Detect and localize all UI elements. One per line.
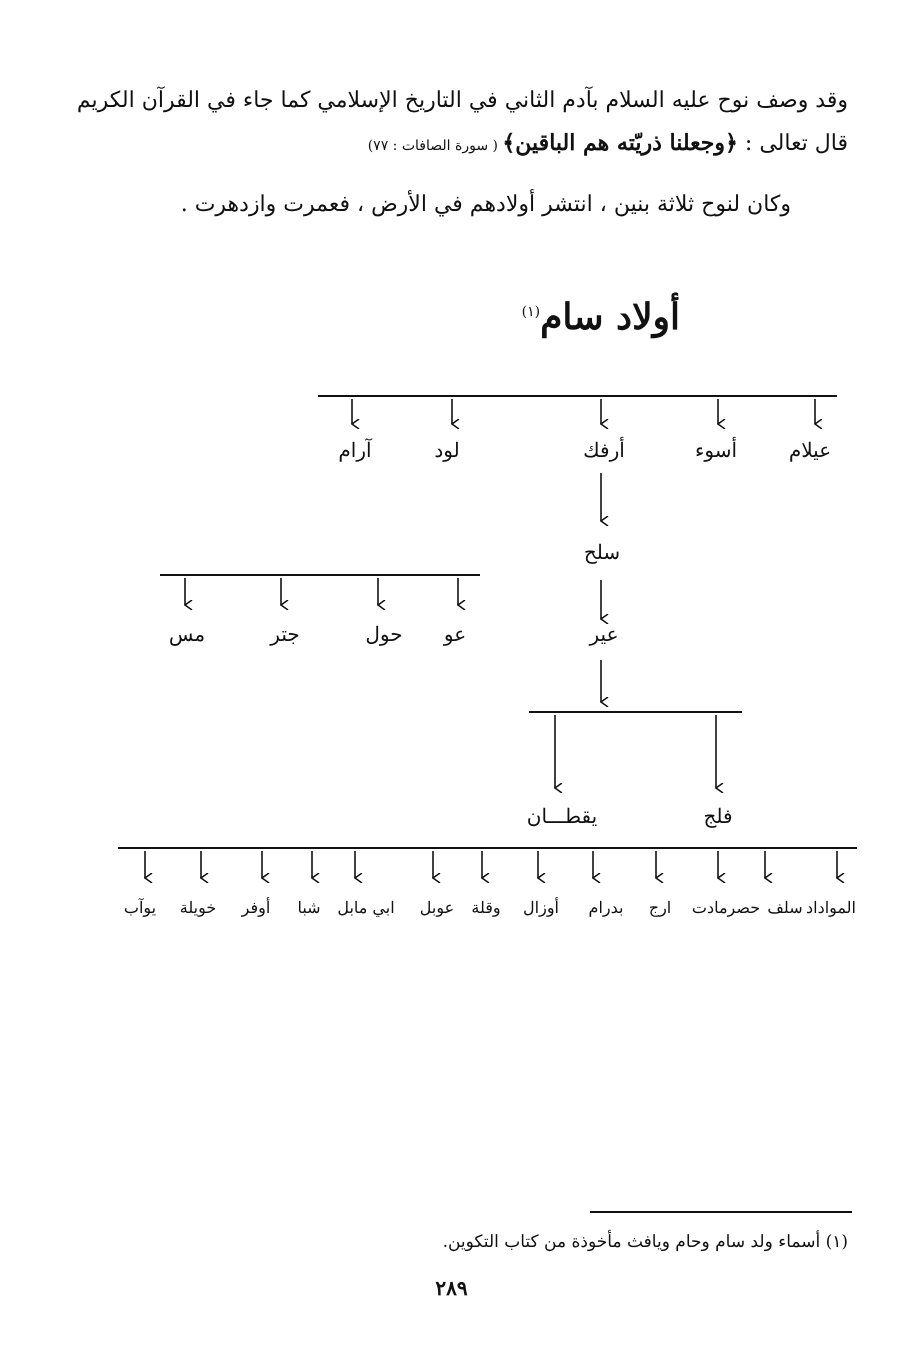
tree-node-yaqtan: يقطـــان bbox=[526, 804, 598, 828]
footnote: (١) أسماء ولد سام وحام ويافث مأخوذة من كتاب التكوين. bbox=[442, 1232, 848, 1252]
tree-title-text: أولاد سام bbox=[540, 296, 680, 338]
tree-leaf: عوبل bbox=[419, 898, 455, 917]
tree-node-aram: آرام bbox=[338, 438, 372, 462]
tree-node-gether: جتر bbox=[270, 622, 300, 646]
tree-leaf: وقلة bbox=[471, 898, 501, 917]
tree-leaf: خويلة bbox=[179, 898, 217, 917]
page-number: ٢٨٩ bbox=[435, 1276, 468, 1300]
footnote-divider bbox=[590, 1211, 852, 1213]
intro-line-1: وقد وصف نوح عليه السلام بآدم الثاني في التاريخ الإسلامي كما جاء في القرآن الكريم bbox=[76, 88, 848, 113]
tree-leaf: حصرمادت bbox=[691, 898, 761, 917]
quran-citation: ( سورة الصافات : ٧٧) bbox=[367, 138, 503, 154]
tree-leaf: أوزال bbox=[523, 898, 559, 917]
tree-leaf: شبا bbox=[297, 898, 321, 917]
tree-leaf: المواداد bbox=[806, 898, 856, 917]
tree-node-eber: عير bbox=[589, 622, 619, 646]
tree-leaf: أوفر bbox=[241, 898, 271, 917]
tree-leaf: ارج bbox=[648, 898, 672, 917]
tree-node-asu: أسوء bbox=[694, 438, 738, 462]
footnote-mark: (١) bbox=[521, 304, 541, 320]
tree-node-peleg: فلج bbox=[703, 804, 733, 828]
tree-node-ilam: عيلام bbox=[788, 438, 832, 462]
quran-quote: ﴿وجعلنا ذريّته هم الباقين﴾ bbox=[502, 130, 738, 156]
tree-node-hul: حول bbox=[365, 622, 403, 646]
tree-node-uz: عو bbox=[443, 622, 467, 646]
tree-leaf: بدرام bbox=[588, 898, 624, 917]
tree-node-mash: مس bbox=[168, 622, 206, 646]
tree-leaf: يوآب bbox=[123, 898, 157, 917]
intro-line-2-prefix: قال تعالى : bbox=[737, 131, 848, 156]
tree-leaf: ابي مابل bbox=[337, 898, 395, 917]
tree-leaf: سلف bbox=[767, 898, 803, 917]
intro-line-3: وكان لنوح ثلاثة بنين ، انتشر أولادهم في الأرض ، فعمرت وازدهرت . bbox=[180, 192, 791, 217]
tree-node-salah: سلح bbox=[583, 540, 621, 564]
tree-node-lud: لود bbox=[434, 438, 460, 462]
tree-node-arfak: أرفك bbox=[583, 438, 625, 462]
